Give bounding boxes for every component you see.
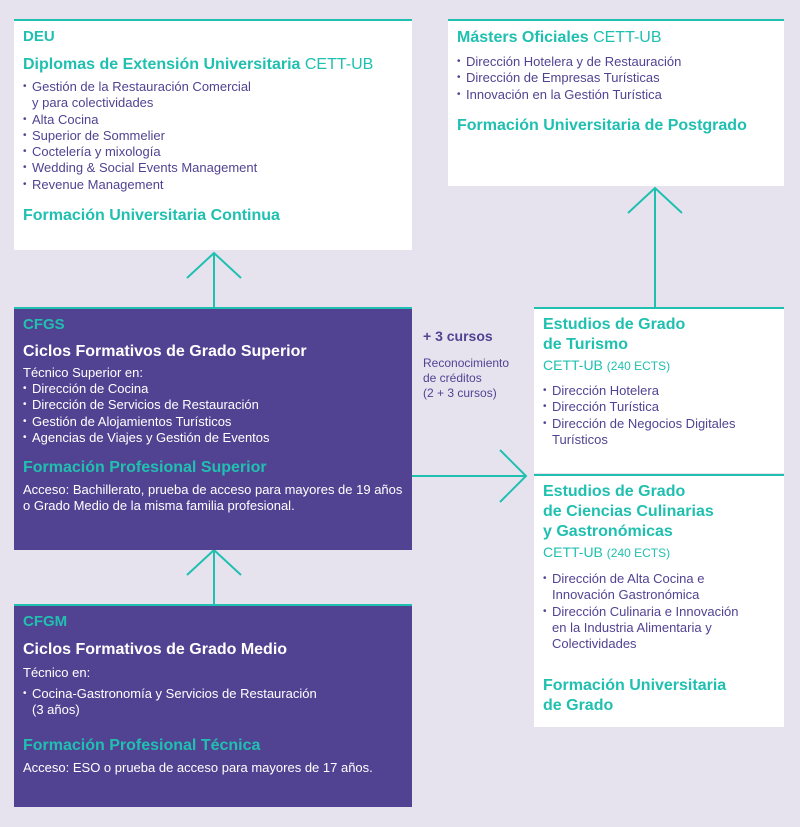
deu-box xyxy=(14,19,412,250)
culinarias-item: • Dirección de Alta Cocina e Innovación Gastronómica xyxy=(543,571,775,604)
masters-list xyxy=(457,54,775,103)
cfgs-tag: CFGS xyxy=(23,316,65,333)
turismo-cett: CETT-UB (240 ECTS) xyxy=(543,357,671,373)
culinarias-footer: Formación Universitaria de Grado xyxy=(543,677,727,715)
deu-tag: DEU xyxy=(23,28,55,45)
turismo-item: • Dirección Turística xyxy=(543,399,775,415)
deu-title: Diplomas de Extensión Universitaria CETT-UB xyxy=(23,56,374,73)
turismo-title: Estudios de Grado de Turismo xyxy=(543,316,686,353)
arrow-cfgs-to-grado xyxy=(412,448,532,508)
arrow-cfgm-to-cfgs xyxy=(180,547,250,607)
cfgm-tag: CFGM xyxy=(23,613,68,630)
cfgm-list xyxy=(23,686,403,719)
deu-list xyxy=(23,79,403,193)
masters-box xyxy=(448,19,784,186)
cfgm-footer: Formación Profesional Técnica xyxy=(23,736,261,754)
culinarias-item: • Dirección Culinaria e Innovación en la Industria Alimentaria y Colectividades xyxy=(543,604,775,653)
culinarias-title: Estudios de Grado de Ciencias Culinarias y Gastronómicas xyxy=(543,483,714,540)
deu-footer: Formación Universitaria Continua xyxy=(23,207,280,225)
deu-item: • Superior de Sommelier xyxy=(23,128,403,144)
turismo-item: • Dirección Hotelera xyxy=(543,383,775,399)
connector-note: Reconocimiento de créditos (2 + 3 cursos) xyxy=(423,356,510,400)
culinarias-list xyxy=(543,571,775,652)
culinarias-box xyxy=(534,474,784,727)
cfgs-title: Ciclos Formativos de Grado Superior xyxy=(23,343,307,360)
cfgs-subtitle: Técnico Superior en: xyxy=(23,365,143,380)
cfgm-access: Acceso: ESO o prueba de acceso para mayores de 17 años. xyxy=(23,759,373,775)
deu-item: • Wedding & Social Events Management xyxy=(23,160,403,176)
arrow-cfgs-to-deu xyxy=(180,250,250,310)
masters-item: • Dirección Hotelera y de Restauración xyxy=(457,54,775,70)
cfgs-item: • Gestión de Alojamientos Turísticos xyxy=(23,414,403,430)
cfgs-box xyxy=(14,307,412,550)
cfgs-access: Acceso: Bachillerato, prueba de acceso para mayores de 19 años o Grado Medio de la misma familia profesional. xyxy=(23,482,403,514)
deu-item: • Gestión de la Restauración Comercial y para colectividades xyxy=(23,79,403,112)
connector-plus: + 3 cursos xyxy=(423,328,493,344)
deu-item: • Revenue Management xyxy=(23,177,403,193)
deu-item: • Coctelería y mixología xyxy=(23,144,403,160)
masters-item: • Innovación en la Gestión Turística xyxy=(457,87,775,103)
turismo-list xyxy=(543,383,775,448)
cfgm-subtitle: Técnico en: xyxy=(23,665,91,680)
cfgs-item: • Dirección de Servicios de Restauración xyxy=(23,397,403,413)
masters-title: Másters Oficiales CETT-UB xyxy=(457,29,662,46)
cfgs-list xyxy=(23,381,403,446)
deu-item: • Alta Cocina xyxy=(23,112,403,128)
cfgs-footer: Formación Profesional Superior xyxy=(23,459,267,477)
cfgs-item: • Dirección de Cocina xyxy=(23,381,403,397)
turismo-box xyxy=(534,307,784,473)
culinarias-cett: CETT-UB (240 ECTS) xyxy=(543,544,671,560)
cfgs-item: • Agencias de Viajes y Gestión de Eventos xyxy=(23,430,403,446)
masters-item: • Dirección de Empresas Turísticas xyxy=(457,70,775,86)
cfgm-item: • Cocina-Gastronomía y Servicios de Restauración (3 años) xyxy=(23,686,403,719)
arrow-grado-to-masters xyxy=(621,185,691,310)
masters-footer: Formación Universitaria de Postgrado xyxy=(457,116,747,134)
cfgm-title: Ciclos Formativos de Grado Medio xyxy=(23,641,288,658)
turismo-item: • Dirección de Negocios Digitales Turísticos xyxy=(543,416,775,449)
cfgm-box xyxy=(14,604,412,807)
